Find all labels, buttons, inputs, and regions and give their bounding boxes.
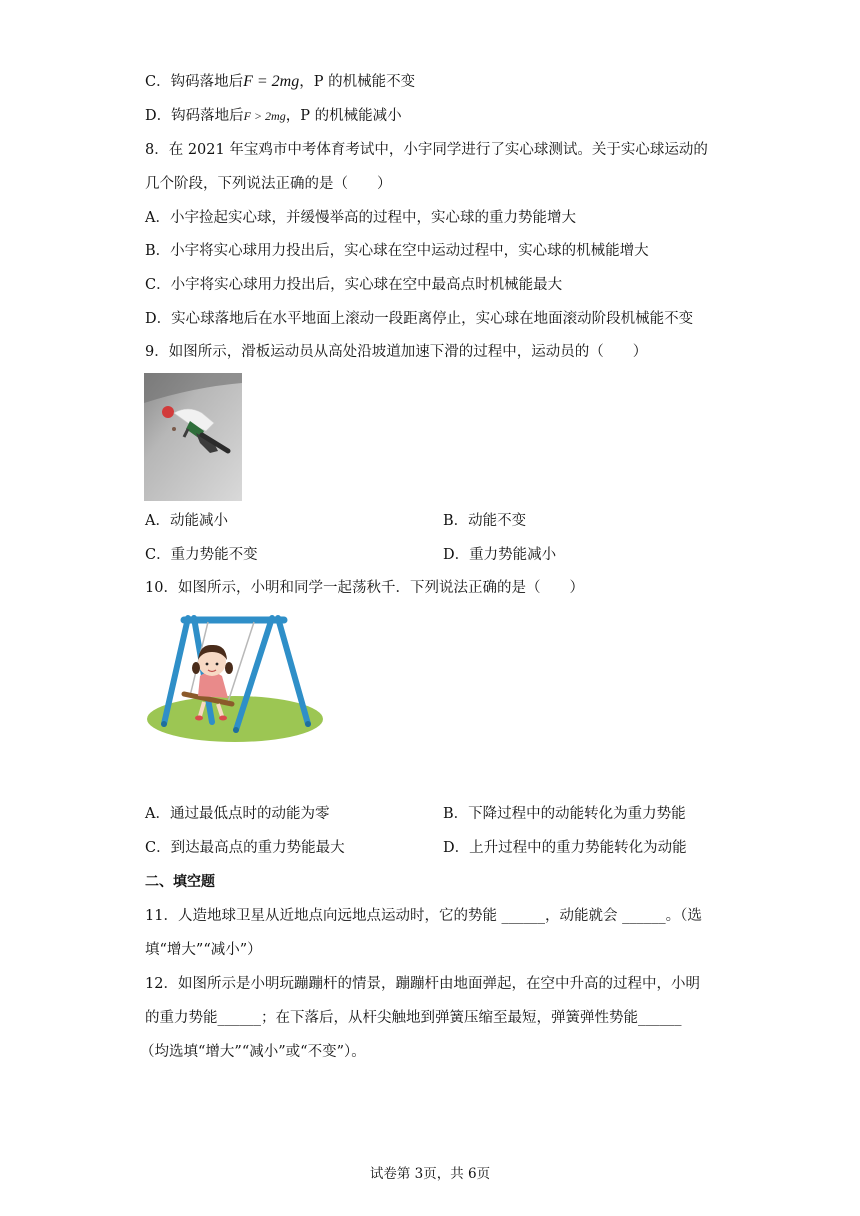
q11-line-2: 填“增大”“减小”） [145, 942, 262, 958]
q10-stem: 10．如图所示，小明和同学一起荡秋千．下列说法正确的是（ ） [145, 580, 584, 596]
q7-option-d-prefix: D．钩码落地后 [145, 108, 244, 124]
q7-option-c-suffix: ，P 的机械能不变 [299, 74, 416, 90]
q7-option-d-suffix: ，P 的机械能减小 [285, 108, 402, 124]
q10-option-c: C．到达最高点的重力势能最大 [145, 840, 345, 856]
q7-option-d-math: F > 2mg [243, 109, 286, 123]
q8-option-a: A．小宇捡起实心球，并缓慢举高的过程中，实心球的重力势能增大 [145, 210, 576, 226]
q8-option-b: B．小宇将实心球用力投出后，实心球在空中运动过程中，实心球的机械能增大 [145, 243, 649, 259]
q11-line-1: 11．人造地球卫星从近地点向远地点运动时，它的势能 ______，动能就会 ______。（选 [145, 908, 702, 924]
q7-option-c [145, 72, 415, 92]
q8-option-d: D．实心球落地后在水平地面上滚动一段距离停止，实心球在地面滚动阶段机械能不变 [145, 311, 694, 327]
q12-line-1: 12．如图所示是小明玩蹦蹦杆的情景，蹦蹦杆由地面弹起，在空中升高的过程中，小明 [145, 976, 700, 992]
q9-option-c: C．重力势能不变 [145, 547, 258, 563]
page-footer: 试卷第 3页，共 6页 [369, 1166, 491, 1182]
q10-option-b: B．下降过程中的动能转化为重力势能 [443, 806, 686, 822]
q8-stem-line-1: 8．在 2021 年宝鸡市中考体育考试中，小宇同学进行了实心球测试。关于实心球运动的 [145, 142, 708, 158]
q9-option-b: B．动能不变 [443, 513, 527, 529]
q9-option-d: D．重力势能减小 [443, 547, 557, 563]
q8-option-c: C．小宇将实心球用力投出后，实心球在空中最高点时机械能最大 [145, 277, 563, 293]
section-title-fill-in: 二、填空题 [145, 874, 215, 890]
swing-image [144, 612, 326, 744]
skateboarder-image [144, 373, 242, 501]
q12-line-2: 的重力势能______；在下落后，从杆尖触地到弹簧压缩至最短，弹簧弹性势能______ [145, 1010, 682, 1026]
q7-option-d [145, 106, 402, 126]
q9-stem: 9．如图所示，滑板运动员从高处沿坡道加速下滑的过程中，运动员的（ ） [145, 344, 648, 360]
q8-stem-line-2: 几个阶段，下列说法正确的是（ ） [145, 176, 392, 192]
q7-option-c-math: F = 2mg [243, 73, 300, 90]
q10-option-d: D．上升过程中的重力势能转化为动能 [443, 840, 687, 856]
q9-option-a: A．动能减小 [145, 513, 228, 529]
q10-option-a: A．通过最低点时的动能为零 [145, 806, 330, 822]
q7-option-c-prefix: C．钩码落地后 [145, 74, 244, 90]
q12-line-3: （均选填“增大”“减小”或“不变”）。 [140, 1044, 366, 1060]
